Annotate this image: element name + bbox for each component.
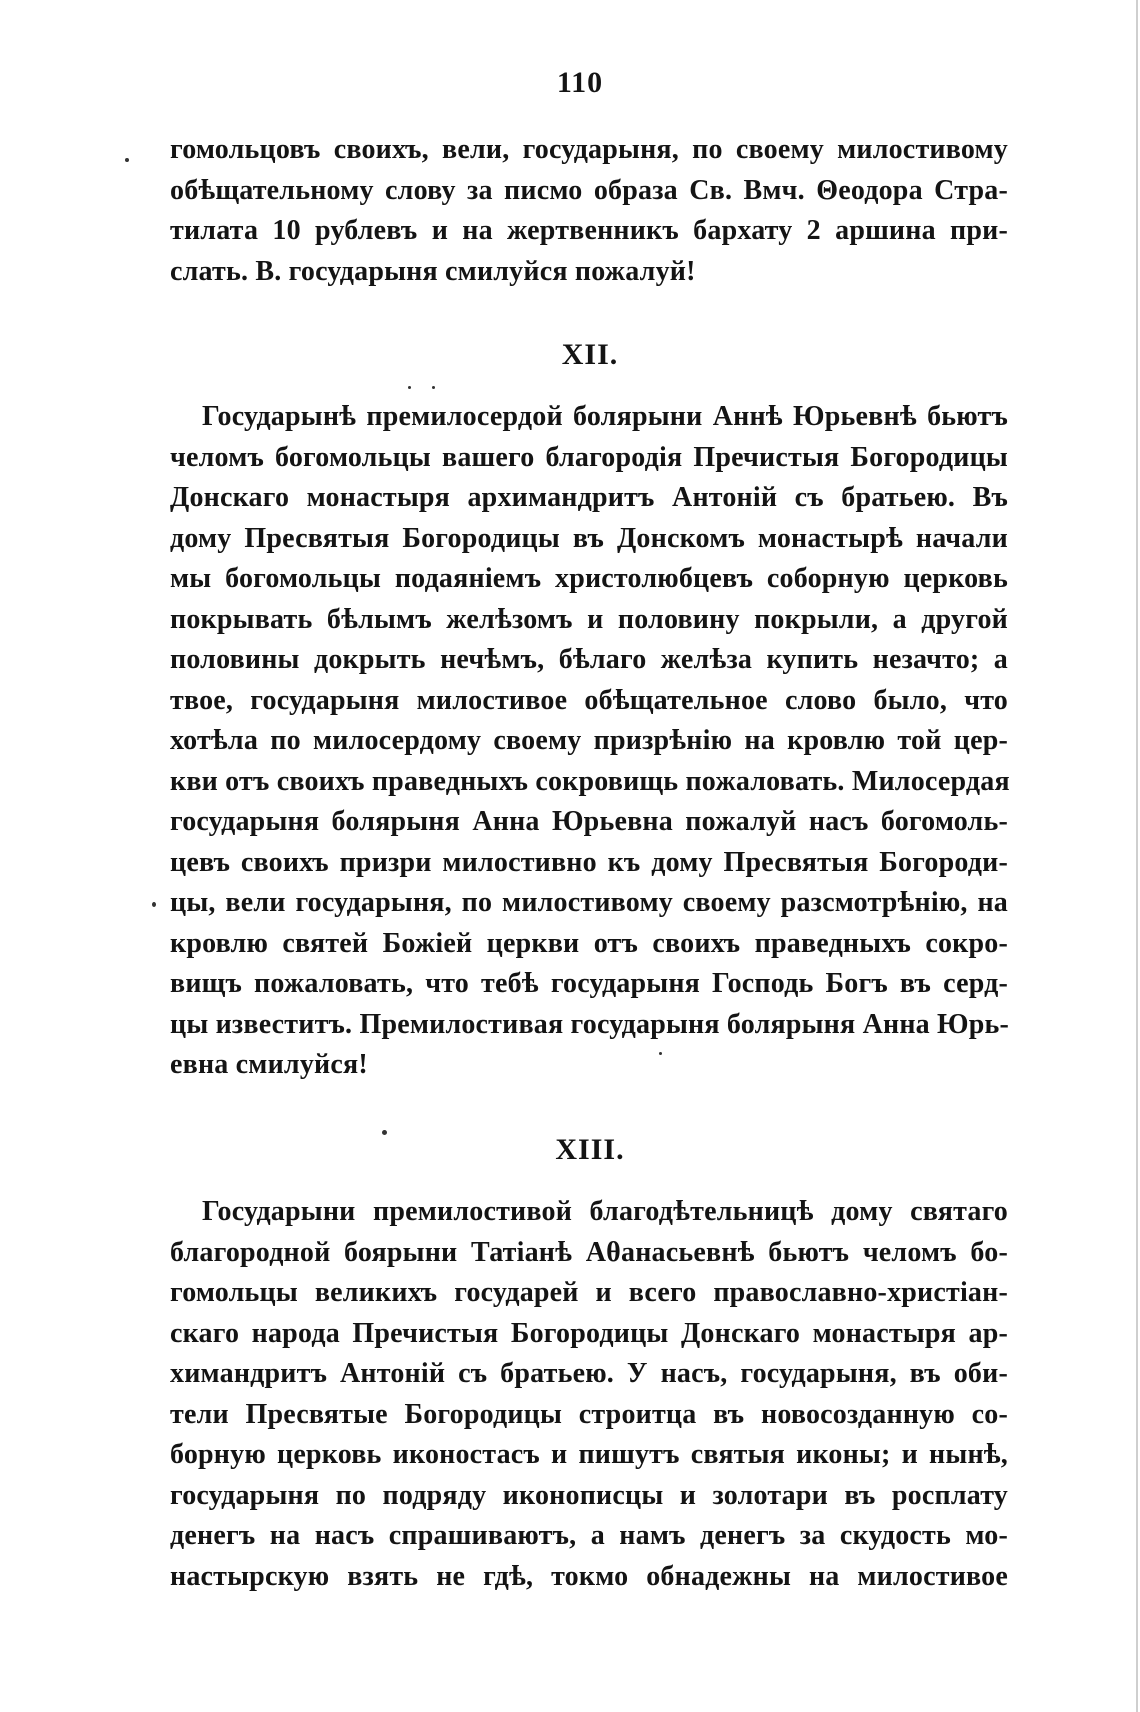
text-line: химандритъ Антоній съ братьею. У насъ, государыня, въ оби- (170, 1358, 1008, 1389)
text-line: половины докрыть нечѣмъ, бѣлаго желѣза купить незачто; а (170, 644, 1008, 675)
text-line: слать. В. государыня смилуйся пожалуй! (170, 255, 696, 287)
text-line: мы богомольцы подаяніемъ христолюбцевъ соборную церковь (170, 563, 1008, 594)
text-line: настырскую взять не гдѣ, токмо обнадежны на милостивое (170, 1560, 1008, 1592)
text-line: денегъ на насъ спрашиваютъ, а намъ денегъ за скудость мо- (170, 1520, 1008, 1551)
intro-paragraph (170, 130, 1008, 292)
text-line: борную церковь иконостасъ и пишутъ святыя иконы; и нынѣ, (170, 1439, 1008, 1470)
print-speck (125, 158, 129, 162)
section-xii-paragraph (170, 397, 1008, 1086)
section-xiii-paragraph (170, 1192, 1008, 1597)
text-line: челомъ богомольцы вашего благородія Пречистыя Богородицы (170, 441, 1008, 473)
text-line: твое, государыня милостивое обѣщательное слово было, что (170, 684, 1008, 716)
print-speck (382, 1130, 387, 1135)
text-line: тели Пресвятые Богородицы строитца въ новосозданную со- (170, 1398, 1008, 1430)
text-line: кровлю святей Божіей церкви отъ своихъ праведныхъ сокро- (170, 927, 1008, 959)
text-line: гомольцовъ своихъ, вели, государыня, по своему милостивому (170, 134, 1008, 165)
text-line: покрывать бѣлымъ желѣзомъ и половину покрыли, а другой (170, 603, 1008, 635)
text-line: Донскаго монастыря архимандритъ Антоній съ братьею. Въ (170, 482, 1008, 513)
text-line: хотѣла по милосердому своему призрѣнію на кровлю той цер- (170, 725, 1008, 756)
text-line: дому Пресвятыя Богородицы въ Донскомъ монастырѣ начали (170, 522, 1008, 554)
text-line: государыня по подряду иконописцы и золотари въ росплату (170, 1479, 1008, 1511)
text-line: тилата 10 рублевъ и на жертвенникъ бархату 2 аршина при- (170, 215, 1008, 246)
page-number: 110 (556, 66, 604, 99)
text-line: скаго народа Пречистыя Богородицы Донскаго монастыря ар- (170, 1317, 1008, 1349)
text-line: Государыни премилостивой благодѣтельницѣ дому святаго (202, 1196, 1008, 1227)
text-line: цы известитъ. Премилостивая государыня болярыня Анна Юрь- (170, 1008, 1010, 1040)
page-edge-line (1136, 0, 1138, 1712)
text-line: вищъ пожаловать, что тебѣ государыня Господь Богъ въ серд- (170, 968, 1008, 999)
text-line: государыня болярыня Анна Юрьевна пожалуй насъ богомоль- (170, 806, 1008, 837)
text-line: цы, вели государыня, по милостивому своему разсмотрѣнію, на (170, 887, 1008, 918)
section-heading-xii: XII. (561, 338, 619, 371)
text-line: обѣщательному слову за писмо образа Св. Вмч. Θеодора Стра- (170, 174, 1008, 206)
print-speck (432, 386, 435, 389)
text-line: гомольцы великихъ государей и всего православно-христіан- (170, 1277, 1008, 1308)
text-line: кви отъ своихъ праведныхъ сокровищь пожаловать. Милосердая (170, 765, 1010, 797)
text-line: Государынѣ премилосердой болярыни Аннѣ Юрьевнѣ бьютъ (202, 401, 1008, 432)
print-speck (659, 1052, 662, 1055)
section-heading-xiii: XIII. (555, 1133, 625, 1166)
print-speck (152, 902, 156, 907)
print-speck (408, 386, 411, 389)
text-line: евна смилуйся! (170, 1049, 368, 1080)
text-line: благородной боярыни Татіанѣ Аθанасьевнѣ бьютъ челомъ бо- (170, 1236, 1008, 1268)
text-line: цевъ своихъ призри милостивно къ дому Пресвятыя Богороди- (170, 846, 1008, 878)
